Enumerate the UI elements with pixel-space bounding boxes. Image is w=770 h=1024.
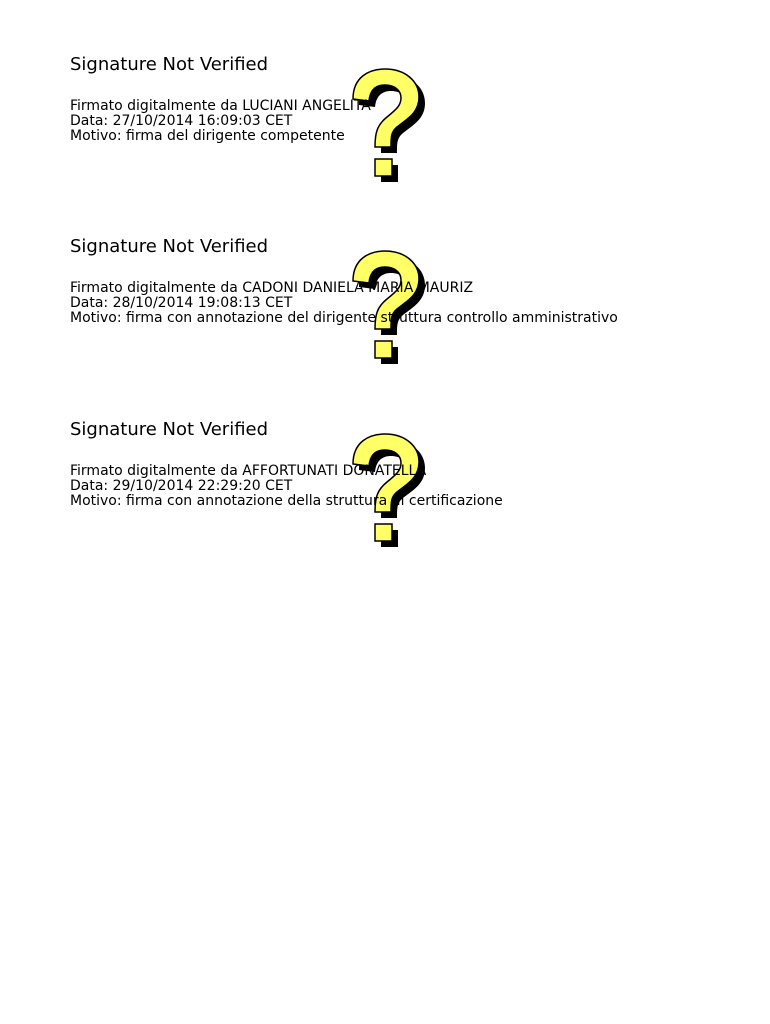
signature-reason: firma con annotazione del dirigente struttura controllo amministrativo <box>126 310 618 326</box>
signer-name: AFFORTUNATI DONATELLA <box>242 463 427 479</box>
signature-reason: firma con annotazione della struttura di certificazione <box>126 493 503 509</box>
date-label: Data: <box>70 295 113 311</box>
signed-by-line <box>70 99 371 114</box>
date-label: Data: <box>70 478 113 494</box>
signer-name: CADONI DANIELA MARIA MAURIZ <box>242 280 474 296</box>
reason-line <box>70 129 371 144</box>
signature-date: 28/10/2014 19:08:13 CET <box>112 295 293 311</box>
date-line <box>70 296 618 311</box>
reason-line <box>70 494 503 509</box>
signature-status-title: Signature Not Verified <box>70 419 269 440</box>
signed-by-line <box>70 281 618 296</box>
signed-by-label: Firmato digitalmente da <box>70 280 243 296</box>
signed-by-label: Firmato digitalmente da <box>70 98 243 114</box>
date-label: Data: <box>70 113 113 129</box>
signature-block <box>70 53 710 223</box>
signature-status-title: Signature Not Verified <box>70 54 269 75</box>
signature-details <box>70 99 371 144</box>
reason-label: Motivo: <box>70 310 127 326</box>
signature-date: 29/10/2014 22:29:20 CET <box>112 478 293 494</box>
signature-details <box>70 281 618 326</box>
signed-by-line <box>70 464 503 479</box>
signature-block <box>70 418 710 588</box>
reason-label: Motivo: <box>70 493 127 509</box>
date-line <box>70 479 503 494</box>
signature-date: 27/10/2014 16:09:03 CET <box>112 113 293 129</box>
reason-line <box>70 311 618 326</box>
signature-status-title: Signature Not Verified <box>70 236 269 257</box>
signature-reason: firma del dirigente competente <box>126 128 345 144</box>
signed-by-label: Firmato digitalmente da <box>70 463 243 479</box>
signature-details <box>70 464 503 509</box>
signature-block <box>70 235 710 405</box>
date-line <box>70 114 371 129</box>
reason-label: Motivo: <box>70 128 127 144</box>
signer-name: LUCIANI ANGELITA <box>242 98 371 114</box>
